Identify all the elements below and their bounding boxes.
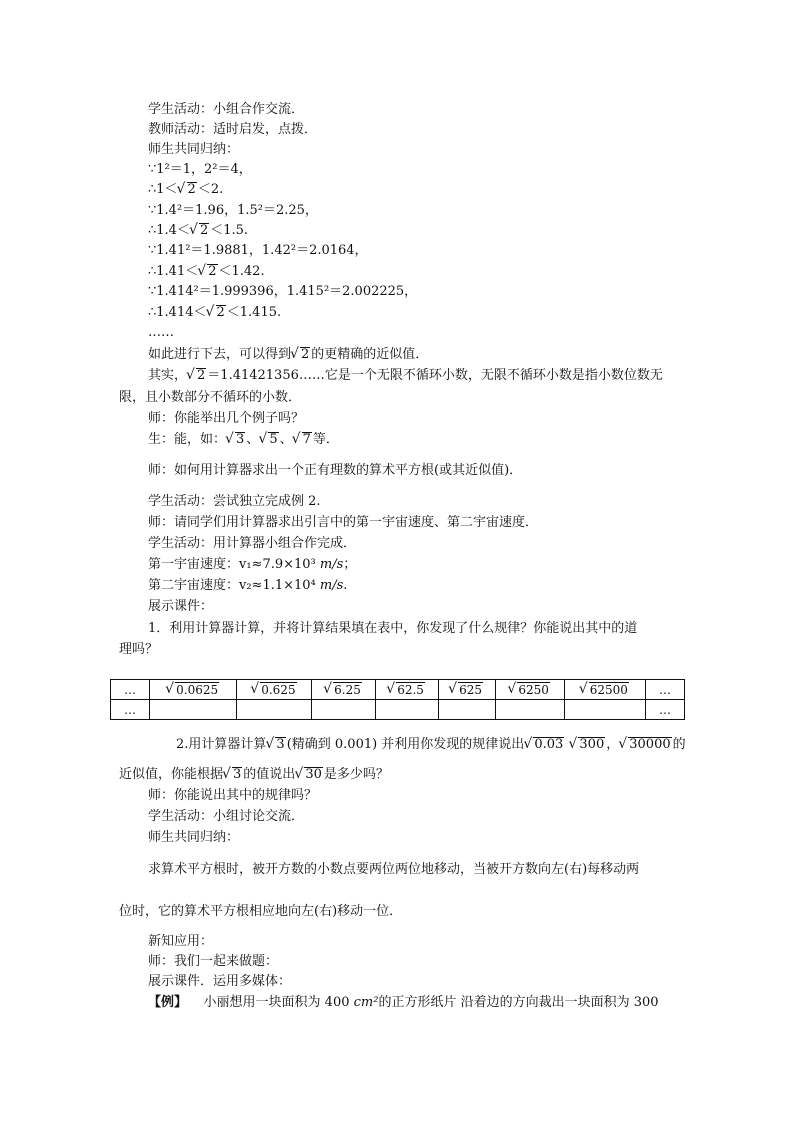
hence-line: ∴1.414＜√ 2 ＜1.415.: [148, 304, 281, 322]
text-line: 学生活动：尝试独立完成例 2.: [148, 494, 321, 509]
rule-text: 求算术平方根时，被开方数的小数点要两位两位地移动，当被开方数向左(右)每移动两: [148, 862, 640, 877]
sqrt-symbol: √ 2: [207, 304, 226, 322]
because-line: ∵1²＝1，2²＝4，: [148, 162, 252, 177]
rule-text: 位时，它的算术平方根相应地向左(右)移动一位．: [119, 904, 403, 919]
table-cell: …: [111, 700, 150, 720]
text-line: 师：我们一起来做题：: [148, 954, 279, 969]
table-cell: [237, 680, 312, 700]
table-cell: [312, 700, 375, 720]
text-line: 师：你能说出其中的规律吗？: [148, 788, 318, 803]
because-line: ∵1.41²＝1.9881，1.42²＝2.0164，: [148, 243, 368, 258]
text-line: 近似值，你能根据√ 3 的值说出√ 30 是多少吗？: [119, 766, 389, 784]
sqrt-symbol: √ 6.25: [324, 682, 362, 697]
sqrt-symbol: √ 2: [190, 222, 209, 240]
text-line: 师：请同学们用计算器求出引言中的第一宇宙速度、第二宇宙速度．: [148, 515, 539, 530]
text-line: 理吗？: [119, 642, 159, 657]
because-line: ∵1.414²＝1.999396，1.415²＝2.002225，: [148, 284, 418, 299]
text-line: 其实，√ 2 ＝1.41421356……它是一个无限不循环小数，无限不循环小数是指小数位数无: [148, 367, 663, 385]
sqrt-symbol: √ 62.5: [387, 682, 425, 697]
table-cell: [375, 700, 438, 720]
sqrt-symbol: √ 625: [449, 682, 483, 697]
text-line: 师生共同归纳：: [148, 142, 240, 157]
example-line: 【例】 小丽想用一块面积为 400 cm²的正方形纸片 沿着边的方向裁出一块面积为 300: [148, 995, 659, 1010]
table-cell: …: [111, 680, 150, 700]
sqrt-symbol: √ 7: [293, 431, 312, 449]
text-line: 学生活动：小组合作交流．: [148, 102, 305, 117]
table-cell: [564, 700, 645, 720]
sqrt-symbol: √ 3: [266, 736, 285, 754]
text-line: 展示课件．运用多媒体：: [148, 974, 292, 989]
table-cell: [375, 680, 438, 700]
text-line: 2.用计算器计算√ 3 (精确到 0.001) 并利用你发现的规律说出√ 0.03 √ 300 ，√ 30000 的: [176, 736, 686, 754]
example-tag: 【例】: [148, 995, 188, 1010]
because-line: ∵1.4²＝1.96，1.5²＝2.25，: [148, 203, 318, 218]
ellipsis: ……: [148, 325, 174, 340]
table-cell: [564, 680, 645, 700]
table-cell: [150, 700, 237, 720]
sqrt-symbol: √ 30: [295, 766, 323, 784]
text-line: 新知应用：: [148, 934, 214, 949]
sqrt-symbol: √ 3: [226, 431, 245, 449]
calc-table: [110, 679, 685, 720]
table-row: [111, 700, 685, 720]
table-cell: [438, 700, 495, 720]
text-line: 1．利用计算器计算，并将计算结果填在表中，你发现了什么规律？你能说出其中的道: [148, 621, 638, 636]
table-cell: [237, 700, 312, 720]
sqrt-symbol: √ 3: [223, 766, 242, 784]
hence-line: ∴1.41＜√ 2 ＜1.42.: [148, 263, 265, 281]
text-line: 学生活动：用计算器小组合作完成．: [148, 536, 357, 551]
text-line: 第一宇宙速度：v₁≈7.9×10³ m/s；: [148, 557, 357, 572]
sqrt-symbol: √ 2: [178, 181, 197, 199]
sqrt-symbol: √ 0.03: [524, 736, 564, 754]
text-line: 师生共同归纳：: [148, 830, 240, 845]
text-line: 师：如何用计算器求出一个正有理数的算术平方根(或其近似值)．: [148, 463, 523, 478]
sqrt-symbol: √ 6250: [508, 682, 550, 697]
sqrt-symbol: √ 30000: [619, 736, 671, 754]
table-cell: [312, 680, 375, 700]
table-cell: [150, 680, 237, 700]
text-line: 学生活动：小组讨论交流．: [148, 809, 305, 824]
hence-line: ∴1＜√ 2 ＜2.: [148, 181, 223, 199]
text-line: 生：能，如：√ 3 、√ 5 、√ 7 等．: [148, 431, 339, 449]
text-line: 教师活动：适时启发，点拨．: [148, 122, 318, 137]
sqrt-symbol: √ 300: [569, 736, 605, 754]
text-line: 展示课件：: [148, 599, 214, 614]
sqrt-symbol: √ 0.0625: [166, 682, 219, 697]
text-line: 如此进行下去，可以得到√ 2 的更精确的近似值．: [148, 346, 428, 364]
sqrt-symbol: √ 2: [198, 263, 217, 281]
table-cell: [495, 700, 564, 720]
sqrt-symbol: √ 2: [291, 346, 310, 364]
table-cell: [438, 680, 495, 700]
sqrt-symbol: √ 2: [187, 367, 206, 385]
table-cell: …: [646, 700, 685, 720]
sqrt-symbol: √ 0.625: [251, 682, 296, 697]
table-cell: …: [646, 680, 685, 700]
text-line: 师：你能举出几个例子吗？: [148, 411, 305, 426]
text-line: 限，且小数部分不循环的小数．: [119, 390, 302, 405]
hence-line: ∴1.4＜√ 2 ＜1.5.: [148, 222, 248, 240]
sqrt-symbol: √ 62500: [580, 682, 629, 697]
table-row: [111, 680, 685, 700]
sqrt-symbol: √ 5: [259, 431, 278, 449]
text-line: 第二宇宙速度：v₂≈1.1×10⁴ m/s.: [148, 578, 348, 593]
table-cell: [495, 680, 564, 700]
